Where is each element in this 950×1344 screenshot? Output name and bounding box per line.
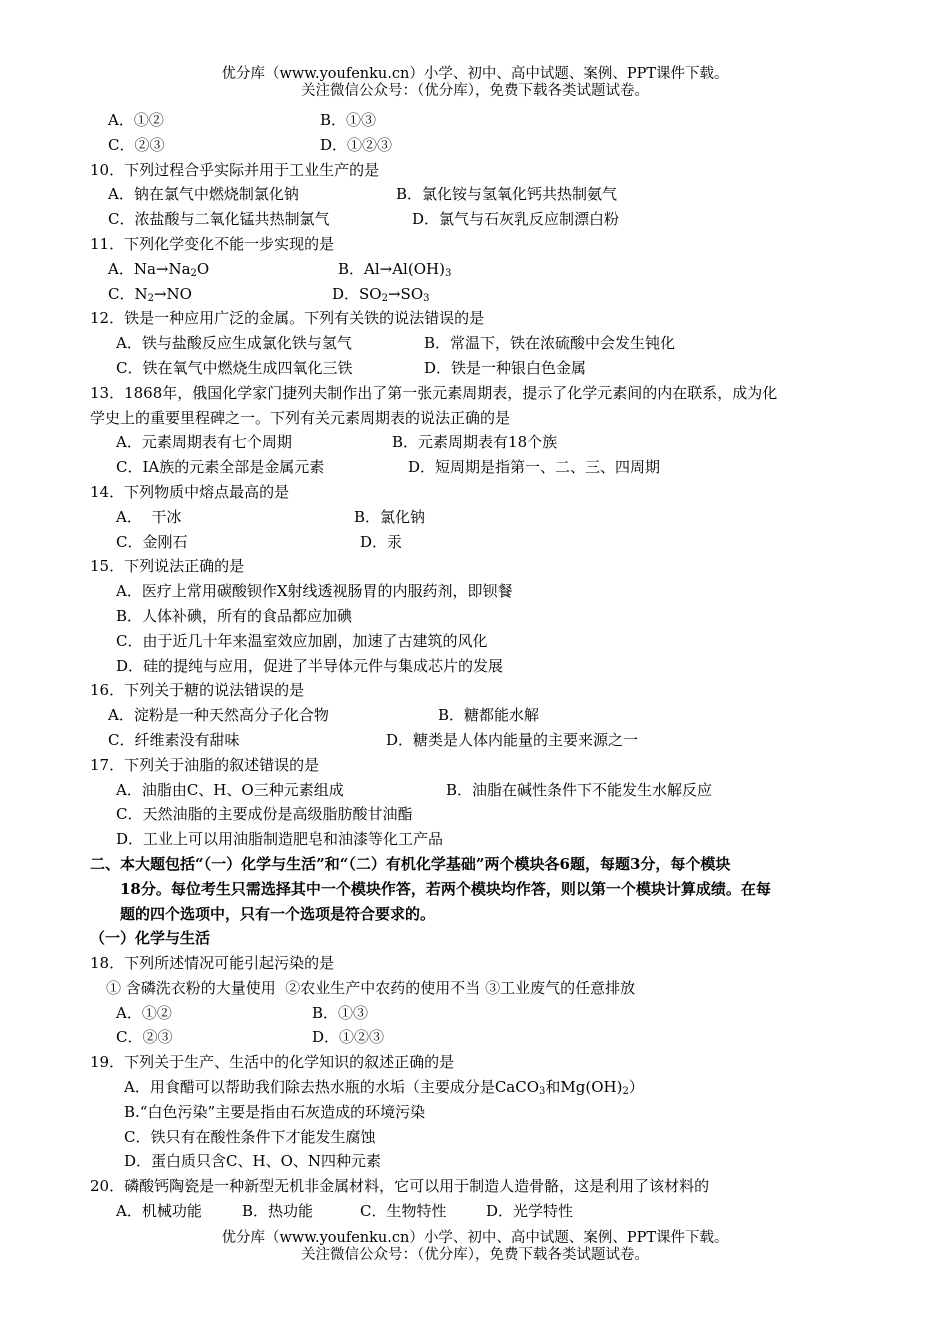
- q15-stem: 15．下列说法正确的是: [90, 557, 245, 576]
- exam-content: [90, 108, 870, 1224]
- header-line-1: 优分库（www.youfenku.cn）小学、初中、高中试题、案例、PPT课件下载。: [221, 66, 729, 82]
- section2-instructions-line-2: 18分。每位考生只需选择其中一个模块作答，若两个模块均作答，则以第一个模块计算成绩。在每: [120, 879, 771, 898]
- q10-option-c: C．浓盐酸与二氧化锰共热制氯气: [108, 210, 330, 229]
- q17-option-c: C．天然油脂的主要成份是高级脂肪酸甘油酯: [116, 805, 413, 824]
- q12-options-row-1: [90, 331, 870, 356]
- q14-option-d: D．汞: [360, 532, 403, 551]
- footer-line-1: 优分库（www.youfenku.cn）小学、初中、高中试题、案例、PPT课件下载。: [221, 1230, 729, 1246]
- q10-option-a: A．钠在氯气中燃烧制氯化钠: [108, 185, 299, 204]
- q18-option-a: A．①②: [116, 1003, 172, 1022]
- q17-stem: 17．下列关于油脂的叙述错误的是: [90, 755, 320, 774]
- q19-option-b: B.“白色污染”主要是指由石灰造成的环境污染: [124, 1102, 426, 1121]
- q14-option-b: B．氯化钠: [354, 507, 426, 526]
- q15-option-b: B．人体补碘，所有的食品都应加碘: [116, 606, 353, 625]
- q12-stem: 12．铁是一种应用广泛的金属。下列有关铁的说法错误的是: [90, 309, 485, 328]
- q12-options-row-2: [90, 356, 870, 381]
- header-line-2: 关注微信公众号：（优分库），免费下载各类试题试卷。: [301, 83, 649, 99]
- q11-options-row-2: [90, 282, 870, 307]
- q16-options-row-1: [90, 703, 870, 728]
- q19-stem: 19．下列关于生产、生活中的化学知识的叙述正确的是: [90, 1053, 455, 1072]
- q17-option-d: D．工业上可以用油脂制造肥皂和油漆等化工产品: [116, 830, 444, 849]
- q20-option-c: C．生物特性: [360, 1202, 447, 1221]
- q10-options-row-2: [90, 207, 870, 232]
- q13-options-row-1: [90, 430, 870, 455]
- q20-options-row: [90, 1199, 870, 1224]
- q13-option-c: C．IA族的元素全部是金属元素: [116, 458, 325, 477]
- q13-stem-line-2: 学史上的重要里程碑之一。下列有关元素周期表的说法正确的是: [90, 408, 511, 427]
- q13-option-d: D．短周期是指第一、二、三、四周期: [408, 458, 661, 477]
- page-footer: [0, 1230, 950, 1264]
- page-header: [0, 66, 950, 100]
- section2-instructions-line-1: 二、本大题包括“（一）化学与生活”和“（二）有机化学基础”两个模块各6题，每题3分，每个模块: [90, 854, 731, 873]
- q14-option-c: C．金刚石: [116, 532, 188, 551]
- q9-option-c: C．②③: [108, 135, 165, 154]
- q16-option-b: B．糖都能水解: [438, 706, 540, 725]
- section2-instructions-line-3: 题的四个选项中，只有一个选项是符合要求的。: [120, 904, 436, 923]
- q12-option-b: B．常温下，铁在浓硫酸中会发生钝化: [424, 334, 676, 353]
- q20-option-d: D．光学特性: [486, 1202, 574, 1221]
- q10-stem: 10．下列过程合乎实际并用于工业生产的是: [90, 160, 380, 179]
- q15-option-a: A．医疗上常用碳酸钡作X射线透视肠胃的内服药剂，即钡餐: [116, 582, 513, 601]
- q12-option-d: D．铁是一种银白色金属: [424, 358, 587, 377]
- q11-stem: 11．下列化学变化不能一步实现的是: [90, 234, 335, 253]
- q14-options-row-2: [90, 530, 870, 555]
- q18-option-c: C．②③: [116, 1028, 173, 1047]
- q10-option-d: D．氯气与石灰乳反应制漂白粉: [412, 210, 620, 229]
- q11-option-c: C．$N_2\to NO$: [108, 284, 192, 304]
- q16-options-row-2: [90, 728, 870, 753]
- q12-option-a: A．铁与盐酸反应生成氯化铁与氢气: [116, 334, 352, 353]
- q16-stem: 16．下列关于糖的说法错误的是: [90, 681, 305, 700]
- q10-option-b: B．氯化铵与氢氧化钙共热制氨气: [396, 185, 618, 204]
- q11-option-d: D．$SO_2\to SO_3$: [332, 284, 430, 304]
- q13-options-row-2: [90, 455, 870, 480]
- q14-stem: 14．下列物质中熔点最高的是: [90, 482, 290, 501]
- q16-option-d: D．糖类是人体内能量的主要来源之一: [386, 730, 639, 749]
- q12-option-c: C．铁在氧气中燃烧生成四氧化三铁: [116, 358, 353, 377]
- q9-options-row-2: [90, 133, 870, 158]
- q19-option-d: D．蛋白质只含C、H、O、N四种元素: [124, 1152, 382, 1171]
- q14-options-row-1: [90, 505, 870, 530]
- q20-stem: 20．磷酸钙陶瓷是一种新型无机非金属材料，它可以用于制造人造骨骼，这是利用了该材料的: [90, 1177, 710, 1196]
- q10-options-row-1: [90, 182, 870, 207]
- q11-options-row-1: [90, 257, 870, 282]
- q18-options-row-2: [90, 1025, 870, 1050]
- q18-items: ① 含磷洗衣粉的大量使用 ②农业生产中农药的使用不当 ③工业废气的任意排放: [106, 978, 636, 997]
- q17-option-b: B．油脂在碱性条件下不能发生水解反应: [446, 780, 713, 799]
- q9-options-row-1: [90, 108, 870, 133]
- q9-option-a: A．①②: [108, 111, 164, 129]
- q17-options-row-1: [90, 778, 870, 803]
- q15-option-d: D．硅的提纯与应用，促进了半导体元件与集成芯片的发展: [116, 656, 504, 675]
- q20-option-b: B．热功能: [242, 1202, 314, 1221]
- q13-stem-line-1: 13．1868年，俄国化学家门捷列夫制作出了第一张元素周期表，提示了化学元素间的内在联系，成为化: [90, 383, 778, 402]
- q18-options-row-1: [90, 1001, 870, 1026]
- q9-option-b: B．①③: [320, 111, 377, 129]
- q18-stem: 18．下列所述情况可能引起污染的是: [90, 954, 335, 973]
- q19-option-c: C．铁只有在酸性条件下才能发生腐蚀: [124, 1127, 376, 1146]
- q20-option-a: A．机械功能: [116, 1202, 202, 1221]
- module1-heading: （一）化学与生活: [90, 929, 211, 948]
- q18-option-d: D．①②③: [312, 1028, 385, 1047]
- q16-option-a: A．淀粉是一种天然高分子化合物: [108, 706, 329, 725]
- q9-option-d: D．①②③: [320, 135, 393, 154]
- footer-line-2: 关注微信公众号：（优分库），免费下载各类试题试卷。: [301, 1247, 649, 1263]
- q13-option-b: B．元素周期表有18个族: [392, 433, 558, 452]
- q18-option-b: B．①③: [312, 1003, 369, 1022]
- q13-option-a: A．元素周期表有七个周期: [116, 433, 292, 452]
- q14-option-a: A． 干冰: [116, 507, 182, 526]
- q11-option-b: B．$Al\to Al(OH)_3$: [338, 259, 452, 279]
- q11-option-a: A．$Na\to Na_2O$: [108, 259, 210, 279]
- q17-option-a: A．油脂由C、H、O三种元素组成: [116, 780, 344, 799]
- q16-option-c: C．纤维素没有甜味: [108, 730, 240, 749]
- q19-option-a: A．用食醋可以帮助我们除去热水瓶的水垢（主要成分是CaCO$_3$和$Mg(OH)_2$）: [124, 1078, 644, 1098]
- q15-option-c: C．由于近几十年来温室效应加剧，加速了古建筑的风化: [116, 631, 488, 650]
